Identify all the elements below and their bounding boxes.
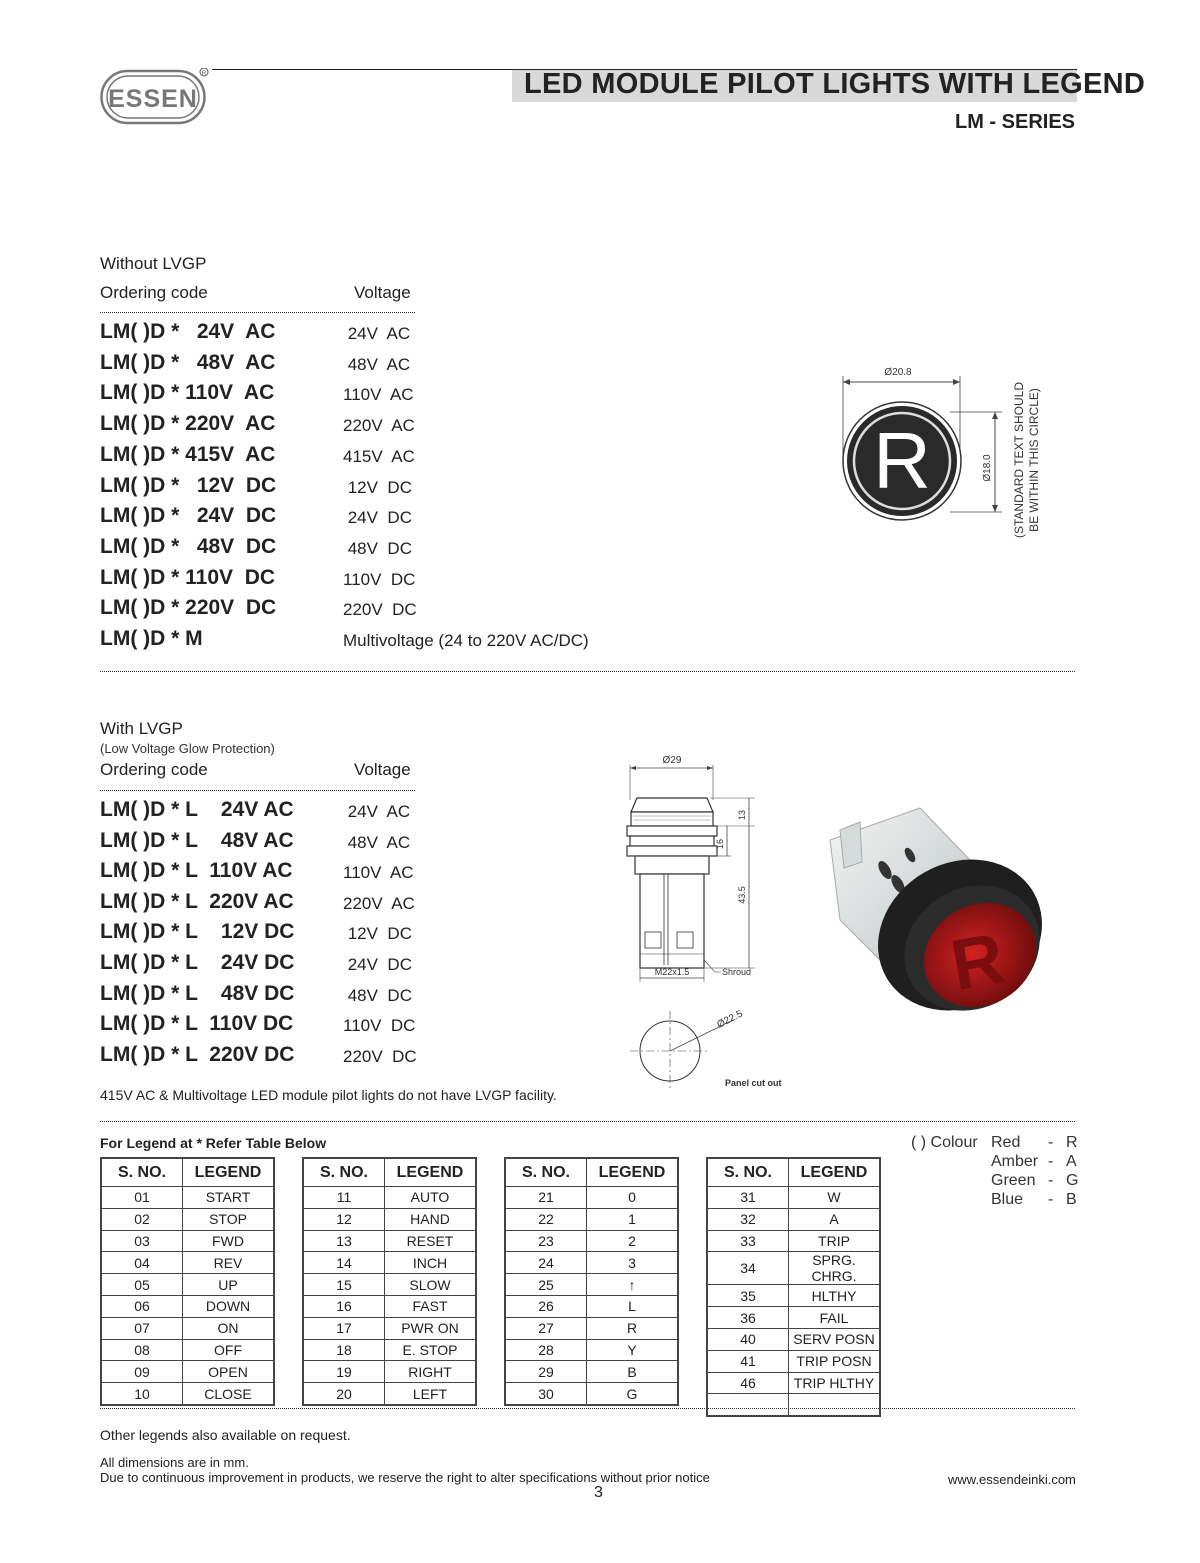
ordering-code: LM( )D * 220V DC (100, 596, 277, 620)
voltage-value: 48V AC (343, 354, 411, 374)
sno-header: S. NO. (505, 1158, 587, 1187)
legend-cell: E. STOP (385, 1339, 477, 1361)
table-row (707, 1208, 880, 1230)
ordering-code-lvgp: LM( )D * L 110V AC (100, 859, 293, 883)
sno-cell: 30 (505, 1383, 587, 1405)
legend-cell: ON (183, 1317, 275, 1339)
colour-name: Blue (991, 1191, 1024, 1208)
sno-cell: 17 (303, 1317, 385, 1339)
legend-cell: R (587, 1317, 679, 1339)
table-row (505, 1295, 678, 1317)
legend-table (100, 1157, 275, 1406)
table-row (707, 1394, 880, 1416)
table-row (101, 1252, 274, 1274)
sno-cell: 01 (101, 1187, 183, 1209)
table-row (707, 1187, 880, 1209)
outer-diameter-label: Ø20.8 (884, 367, 912, 378)
table-row (707, 1328, 880, 1350)
ordering-code-lvgp: LM( )D * L 220V DC (100, 1042, 295, 1066)
table-row (101, 1274, 274, 1296)
svg-text:Panel cut out: Panel cut out (725, 1078, 782, 1088)
table-row (505, 1317, 678, 1339)
product-illustration (800, 800, 1060, 1030)
table-row (505, 1383, 678, 1405)
ordering-code-lvgp: LM( )D * L 220V AC (100, 889, 294, 913)
voltage-header: Voltage (354, 283, 411, 302)
svg-text:R: R (201, 71, 207, 77)
legend-cell: A (789, 1208, 881, 1230)
with-lvgp-heading: With LVGP (100, 719, 183, 738)
voltage-value-lvgp: 220V DC (343, 1046, 417, 1066)
series-label: LM - SERIES (955, 111, 1076, 133)
colour-dash: - (1048, 1134, 1054, 1151)
sno-cell: 20 (303, 1383, 385, 1405)
ordering-code: LM( )D * 110V DC (100, 565, 276, 589)
legend-cell: 1 (587, 1208, 679, 1230)
legend-cell: G (587, 1383, 679, 1405)
legend-cell: ↑ (587, 1274, 679, 1296)
sno-cell: 12 (303, 1208, 385, 1230)
svg-text:Shroud: Shroud (722, 967, 752, 977)
legend-cell: INCH (385, 1252, 477, 1274)
sno-header: S. NO. (707, 1158, 789, 1187)
table-row (707, 1372, 880, 1394)
table-row (303, 1274, 476, 1296)
sno-cell: 15 (303, 1274, 385, 1296)
voltage-value: 12V DC (343, 477, 412, 497)
legend-cell: B (587, 1361, 679, 1383)
legend-cell: HAND (385, 1208, 477, 1230)
table-row (505, 1339, 678, 1361)
table-row (505, 1208, 678, 1230)
legend-cell: UP (183, 1274, 275, 1296)
legend-table (302, 1157, 477, 1406)
colour-name: Amber (991, 1153, 1039, 1170)
table-row (505, 1274, 678, 1296)
legend-header: LEGEND (385, 1158, 477, 1187)
svg-text:16: 16 (715, 838, 725, 850)
ordering-code-lvgp: LM( )D * L 110V DC (100, 1012, 294, 1036)
brand-logo (100, 68, 206, 124)
header-divider (100, 312, 415, 313)
lvgp-note: 415V AC & Multivoltage LED module pilot lights do not have LVGP facility. (100, 1087, 557, 1103)
legend-header: LEGEND (183, 1158, 275, 1187)
colour-dash: - (1048, 1172, 1054, 1189)
colour-code: R (1066, 1134, 1078, 1151)
legend-cell: LEFT (385, 1383, 477, 1405)
voltage-value-lvgp: 48V DC (343, 985, 412, 1005)
table-row (505, 1230, 678, 1252)
sno-cell: 19 (303, 1361, 385, 1383)
sno-cell: 02 (101, 1208, 183, 1230)
voltage-value: 24V AC (343, 324, 411, 343)
voltage-value: 24V DC (343, 508, 412, 528)
table-row (505, 1361, 678, 1383)
sno-cell: 25 (505, 1274, 587, 1296)
section-divider (100, 671, 1075, 672)
side-dimension-drawing (615, 750, 815, 1100)
voltage-value: 110V AC (343, 385, 414, 405)
table-row (303, 1295, 476, 1317)
legend-table (504, 1157, 679, 1406)
legend-cell: 0 (587, 1187, 679, 1209)
table-row (101, 1383, 274, 1405)
voltage-value-lvgp: 48V AC (343, 832, 411, 852)
legend-cell: AUTO (385, 1187, 477, 1209)
svg-text:R: R (945, 918, 1011, 1007)
other-legends-note: Other legends also available on request. (100, 1427, 351, 1443)
sno-cell: 03 (101, 1230, 183, 1252)
legend-cell: 2 (587, 1230, 679, 1252)
table-row (101, 1317, 274, 1339)
table-row (101, 1295, 274, 1317)
legend-cell: TRIP (789, 1230, 881, 1252)
table-row (505, 1187, 678, 1209)
table-row (707, 1350, 880, 1372)
table-row (707, 1307, 880, 1329)
sno-cell: 33 (707, 1230, 789, 1252)
sno-cell: 36 (707, 1307, 789, 1329)
table-row (303, 1339, 476, 1361)
without-lvgp-heading: Without LVGP (100, 254, 207, 273)
ordering-code: LM( )D * 110V AC (100, 381, 275, 405)
sno-cell: 31 (707, 1187, 789, 1209)
header-divider-lvgp (100, 790, 415, 791)
legend-cell: CLOSE (183, 1383, 275, 1405)
legend-letter: R (873, 416, 931, 505)
table-row (707, 1252, 880, 1285)
website-link[interactable]: www.essendeinki.com (948, 1472, 1076, 1487)
legend-cell (789, 1394, 881, 1416)
voltage-value: 110V DC (343, 569, 416, 589)
svg-text:M22x1.5: M22x1.5 (654, 967, 690, 977)
colour-name: Green (991, 1172, 1036, 1189)
legend-cell: TRIP HLTHY (789, 1372, 881, 1394)
legend-cell: OFF (183, 1339, 275, 1361)
voltage-value-lvgp: 110V DC (343, 1016, 416, 1036)
legend-heading: For Legend at * Refer Table Below (100, 1135, 327, 1151)
legend-cell: RESET (385, 1230, 477, 1252)
colour-code: A (1066, 1153, 1077, 1170)
legend-header: LEGEND (587, 1158, 679, 1187)
legend-table (706, 1157, 881, 1417)
sno-cell: 24 (505, 1252, 587, 1274)
sno-cell: 35 (707, 1285, 789, 1307)
sno-cell: 06 (101, 1295, 183, 1317)
table-row (101, 1361, 274, 1383)
sno-cell: 23 (505, 1230, 587, 1252)
sno-cell: 14 (303, 1252, 385, 1274)
with-lvgp-subheading: (Low Voltage Glow Protection) (100, 741, 275, 756)
sno-header: S. NO. (101, 1158, 183, 1187)
voltage-value-lvgp: 24V AC (343, 802, 411, 821)
sno-cell: 13 (303, 1230, 385, 1252)
sno-cell: 26 (505, 1295, 587, 1317)
voltage-value-lvgp: 12V DC (343, 924, 412, 944)
sno-cell: 22 (505, 1208, 587, 1230)
sno-cell: 04 (101, 1252, 183, 1274)
table-row (303, 1230, 476, 1252)
ordering-code: LM( )D * 220V AC (100, 412, 276, 436)
svg-text:Ø22.5: Ø22.5 (715, 1008, 745, 1031)
sno-cell: 16 (303, 1295, 385, 1317)
legend-cell: DOWN (183, 1295, 275, 1317)
disclaimer: Due to continuous improvement in products, we reserve the right to alter specifications without prior notice (100, 1470, 710, 1485)
sno-cell: 07 (101, 1317, 183, 1339)
table-row (303, 1383, 476, 1405)
colour-label: ( ) Colour (911, 1134, 978, 1151)
ordering-code: LM( )D * 48V AC (100, 350, 276, 374)
sno-cell: 41 (707, 1350, 789, 1372)
table-row (303, 1208, 476, 1230)
svg-text:ESSEN: ESSEN (108, 85, 198, 113)
legend-cell: 3 (587, 1252, 679, 1274)
table-row (505, 1252, 678, 1274)
colour-name: Red (991, 1134, 1021, 1151)
table-row (303, 1252, 476, 1274)
ordering-code-header-lvgp: Ordering code (100, 760, 208, 779)
footer-divider (100, 1408, 1075, 1409)
legend-cell: SLOW (385, 1274, 477, 1296)
ordering-code-lvgp: LM( )D * L 12V DC (100, 920, 295, 944)
table-row (101, 1187, 274, 1209)
svg-text:Ø29: Ø29 (662, 755, 682, 766)
sno-cell: 28 (505, 1339, 587, 1361)
ordering-code: LM( )D * 48V DC (100, 534, 277, 558)
legend-cell: REV (183, 1252, 275, 1274)
legend-cell: L (587, 1295, 679, 1317)
table-row (303, 1317, 476, 1339)
svg-text:13: 13 (737, 809, 747, 821)
page-number: 3 (594, 1484, 603, 1501)
ordering-code: LM( )D * 24V AC (100, 320, 276, 343)
sno-cell: 27 (505, 1317, 587, 1339)
ordering-code: LM( )D * 12V DC (100, 473, 277, 497)
svg-text:(STANDARD TEXT SHOULD: (STANDARD TEXT SHOULD (1012, 381, 1026, 539)
voltage-header-lvgp: Voltage (354, 760, 411, 779)
legend-cell: HLTHY (789, 1285, 881, 1307)
sno-cell: 11 (303, 1187, 385, 1209)
legend-header: LEGEND (789, 1158, 881, 1187)
svg-text:BE WITHIN THIS CIRCLE): BE WITHIN THIS CIRCLE) (1027, 388, 1041, 532)
legend-cell: START (183, 1187, 275, 1209)
table-row (303, 1187, 476, 1209)
sno-cell: 34 (707, 1252, 789, 1285)
colour-dash: - (1048, 1191, 1054, 1208)
voltage-value-lvgp: 24V DC (343, 955, 412, 974)
colour-code: B (1066, 1191, 1077, 1208)
sno-cell: 08 (101, 1339, 183, 1361)
dimensions-note: All dimensions are in mm. (100, 1455, 249, 1470)
sno-cell: 10 (101, 1383, 183, 1405)
legend-cell: FWD (183, 1230, 275, 1252)
sno-cell: 18 (303, 1339, 385, 1361)
legend-circle-diagram (830, 360, 1070, 560)
table-row (303, 1361, 476, 1383)
svg-text:43.5: 43.5 (737, 886, 747, 904)
legend-cell: Y (587, 1339, 679, 1361)
sno-header: S. NO. (303, 1158, 385, 1187)
voltage-value: 415V AC (343, 446, 415, 466)
inner-diameter-label: Ø18.0 (982, 454, 993, 482)
sno-cell: 21 (505, 1187, 587, 1209)
legend-divider (100, 1121, 1075, 1122)
voltage-value: Multivoltage (24 to 220V AC/DC) (343, 631, 589, 650)
sno-cell: 40 (707, 1328, 789, 1350)
voltage-value: 220V AC (343, 416, 415, 436)
voltage-value-lvgp: 220V AC (343, 893, 415, 913)
legend-cell: OPEN (183, 1361, 275, 1383)
table-row (707, 1230, 880, 1252)
ordering-code-lvgp: LM( )D * L 24V AC (100, 798, 294, 821)
legend-cell: TRIP POSN (789, 1350, 881, 1372)
sno-cell: 09 (101, 1361, 183, 1383)
table-row (101, 1208, 274, 1230)
sno-cell: 32 (707, 1208, 789, 1230)
colour-dash: - (1048, 1153, 1054, 1170)
legend-cell: W (789, 1187, 881, 1209)
voltage-value-lvgp: 110V AC (343, 863, 414, 883)
legend-cell: RIGHT (385, 1361, 477, 1383)
legend-cell: FAST (385, 1295, 477, 1317)
sno-cell: 46 (707, 1372, 789, 1394)
legend-cell: FAIL (789, 1307, 881, 1329)
ordering-code: LM( )D * 415V AC (100, 442, 276, 466)
colour-code: G (1066, 1172, 1079, 1189)
legend-cell: STOP (183, 1208, 275, 1230)
sno-cell (707, 1394, 789, 1416)
ordering-code-lvgp: LM( )D * L 24V DC (100, 951, 295, 974)
table-row (101, 1339, 274, 1361)
legend-cell: PWR ON (385, 1317, 477, 1339)
legend-cell: SPRG. CHRG. (789, 1252, 881, 1285)
voltage-value: 48V DC (343, 538, 412, 558)
sno-cell: 05 (101, 1274, 183, 1296)
sno-cell: 29 (505, 1361, 587, 1383)
ordering-code-lvgp: LM( )D * L 48V AC (100, 828, 294, 852)
voltage-value: 220V DC (343, 600, 417, 620)
ordering-code: LM( )D * 24V DC (100, 504, 277, 528)
ordering-code-header: Ordering code (100, 283, 208, 302)
ordering-code-lvgp: LM( )D * L 48V DC (100, 981, 295, 1005)
table-row (707, 1285, 880, 1307)
table-row (101, 1230, 274, 1252)
legend-cell: SERV POSN (789, 1328, 881, 1350)
page-title: LED MODULE PILOT LIGHTS WITH LEGEND (524, 68, 1146, 100)
ordering-code: LM( )D * M (100, 627, 203, 650)
